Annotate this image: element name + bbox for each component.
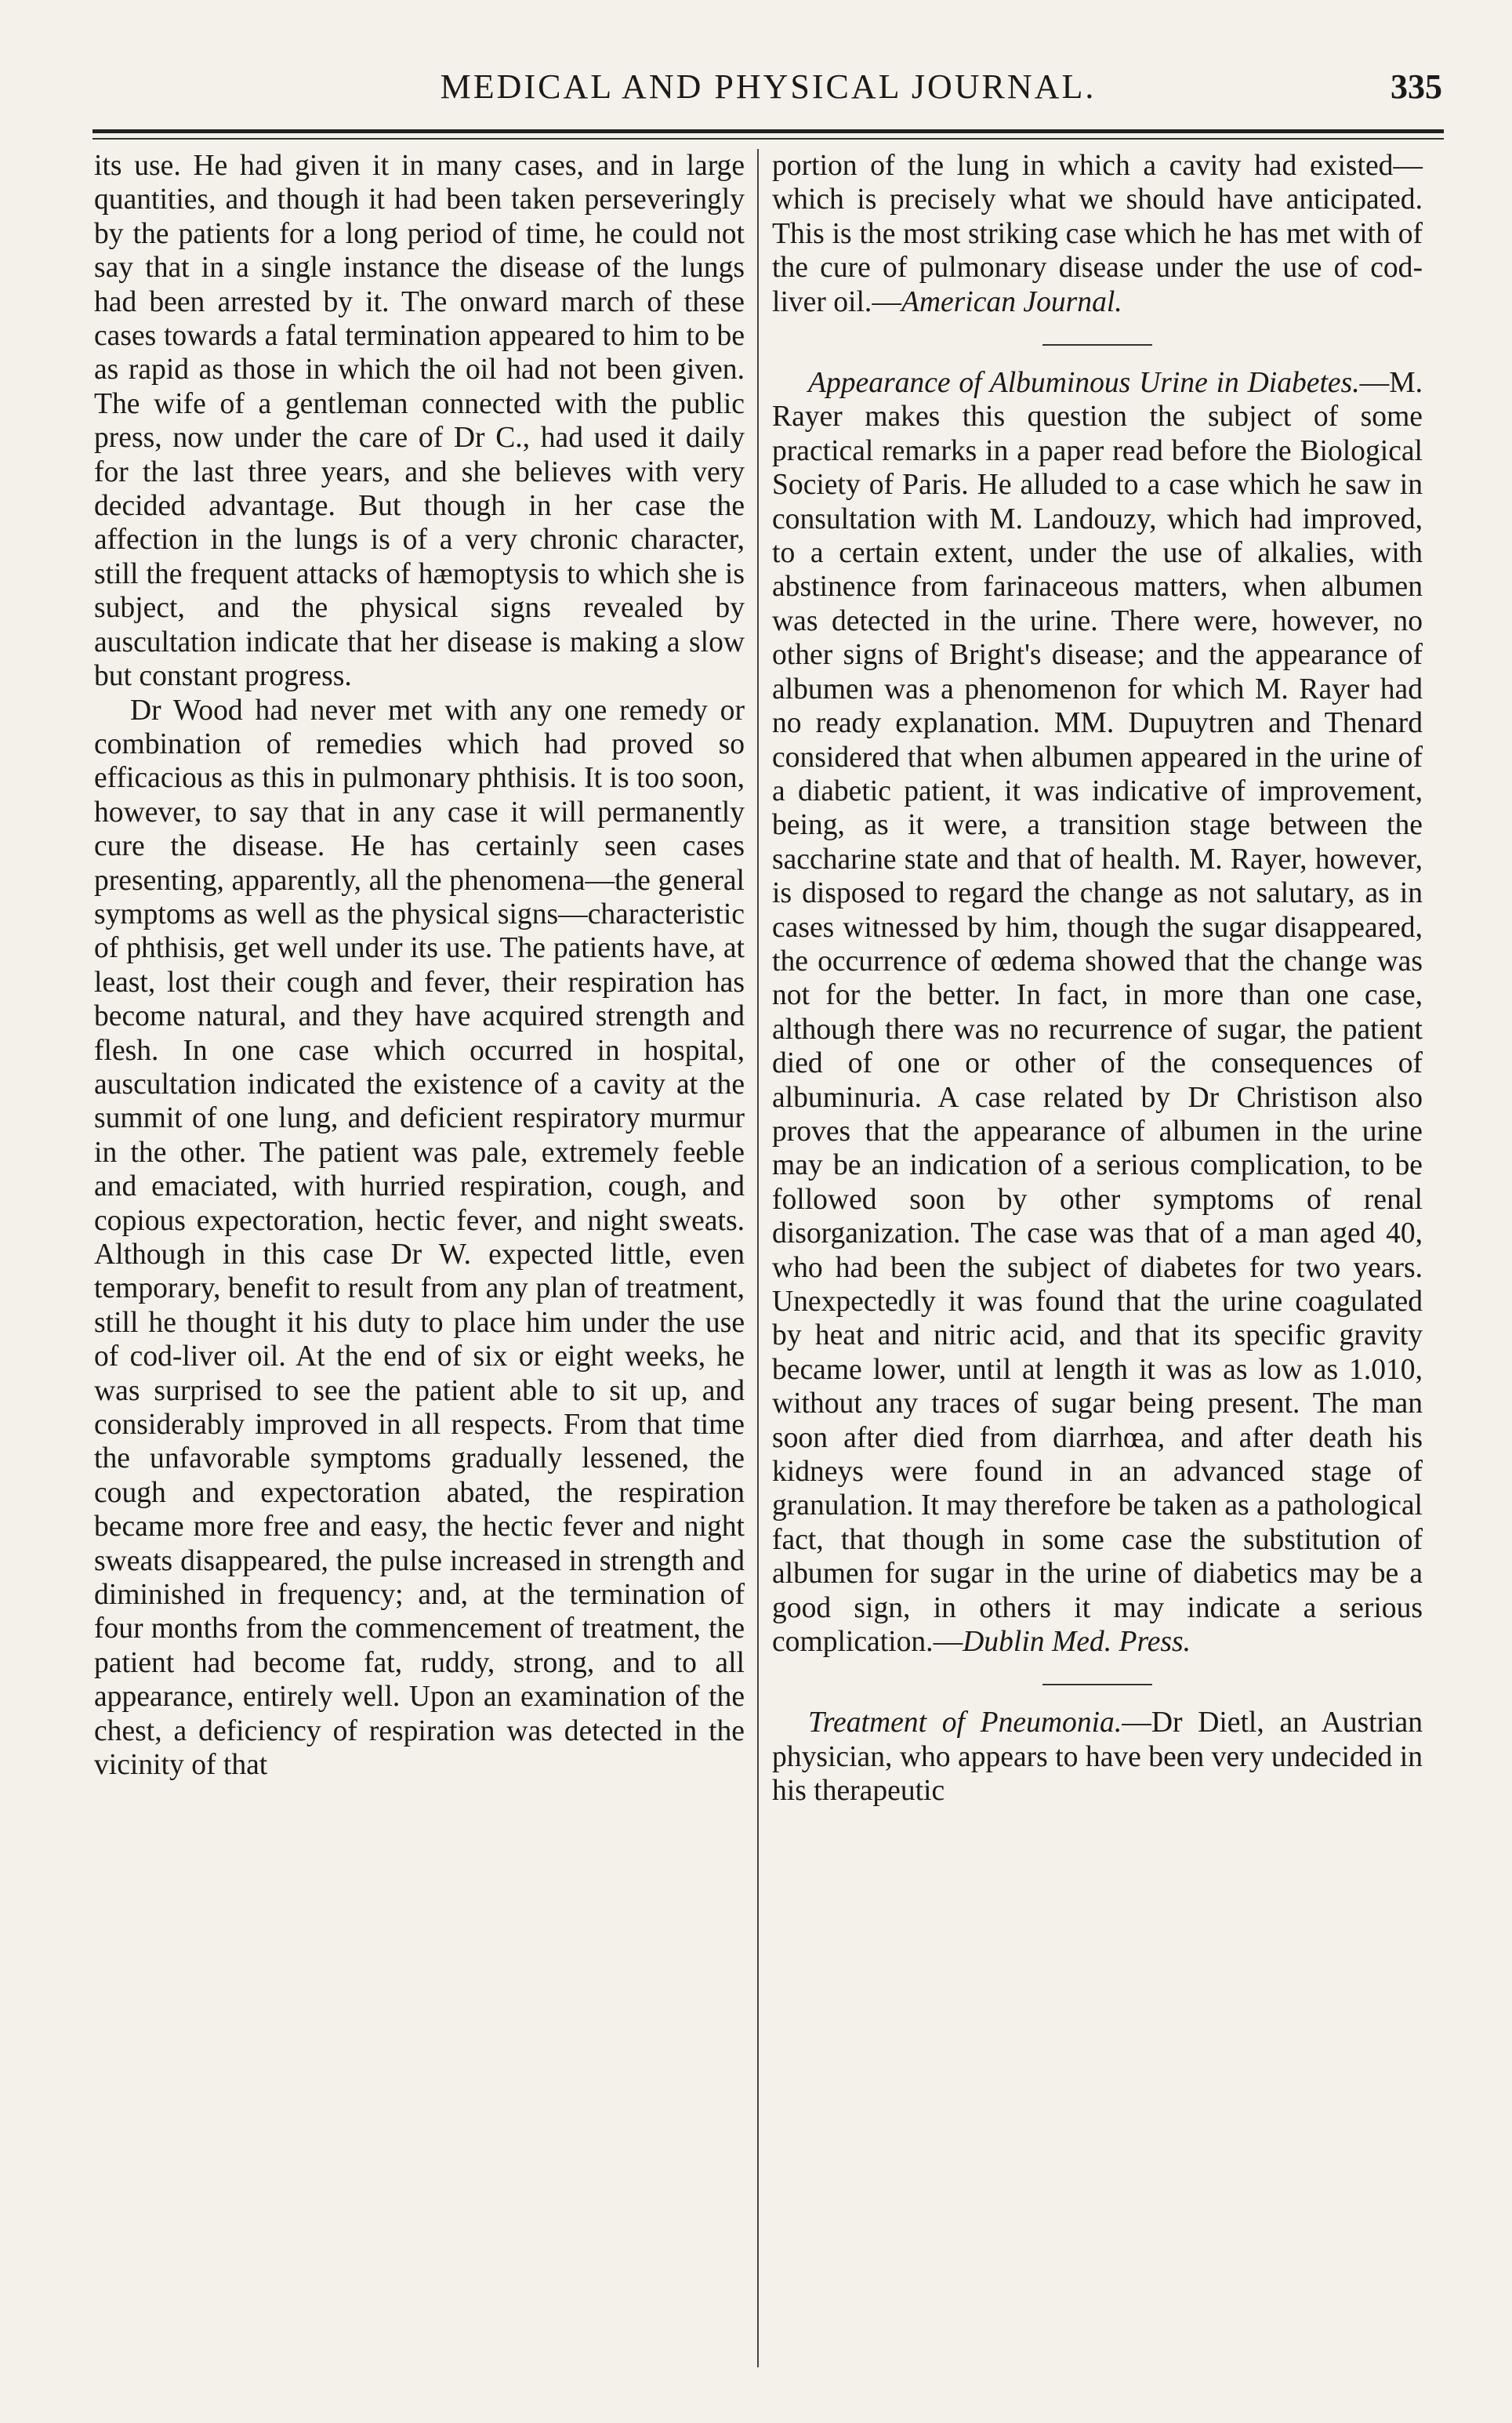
- article-source-albuminous-urine: Dublin Med. Press.: [963, 1626, 1191, 1659]
- running-title: MEDICAL AND PHYSICAL JOURNAL.: [440, 67, 1097, 106]
- article-pneumonia: [772, 1706, 1423, 1808]
- header-rule-thin: [92, 138, 1444, 140]
- right-column: [772, 149, 1423, 2375]
- left-paragraph-1: its use. He had given it in many cases, and in large quantities, and though it had been taken perseveringly by the patients for a long period of time, he could not say that in a single instance the disease of the lungs had been arrested by it. The onward march of these cases towards a fatal termination appeared to him to be as rapid as those in which the oil had not been given. The wife of a gentleman connected with the public press, now under the care of Dr C., had used it daily for the last three years, and she believes with very decided advantage. But though in her case the affection in the lungs is of a very chronic character, still the frequent attacks of hæmoptysis to which she is subject, and the physical signs revealed by auscultation indicate that her disease is making a slow but constant progress.: [94, 150, 745, 693]
- section-divider-1: [1042, 344, 1152, 346]
- article-body-pneumonia: —Dr Dietl, an Austrian physician, who appears to have been very undecided in his therapeutic: [772, 1707, 1423, 1808]
- page-header: [94, 67, 1442, 122]
- header-rule-thick: [92, 129, 1444, 133]
- article-title-pneumonia: Treatment of Pneumonia.: [808, 1707, 1122, 1739]
- continuation-text: portion of the lung in which a cavity had existed—which is precisely what we should have anticipated. This is the most striking case which he has met with of the cure of pulmonary disease under the use of cod-liver oil.: [772, 150, 1423, 318]
- continuation-source: American Journal.: [901, 285, 1122, 318]
- left-column: [94, 149, 745, 2375]
- page-number: 335: [1391, 67, 1442, 106]
- article-albuminous-urine: [772, 366, 1423, 1659]
- left-paragraph-2: Dr Wood had never met with any one remedy or combination of remedies which had proved so efficacious as this in pulmonary phthisis. It is too soon, however, to say that in any case it will permanently cure the disease. He has certainly seen cases presenting, apparently, all the phenomena—the general symptoms as well as the physical signs—characteristic of phthisis, get well under its use. The patients have, at least, lost their cough and fever, their respiration has become natural, and they have acquired strength and flesh. In one case which occurred in hospital, auscultation indicated the existence of a cavity at the summit of one lung, and deficient respiratory murmur in the other. The patient was pale, extremely feeble and emaciated, with hurried respiration, cough, and copious expectoration, hectic fever, and night sweats. Although in this case Dr W. expected little, even temporary, benefit to result from any plan of treatment, still he thought it his duty to place him under the use of cod-liver oil. At the end of six or eight weeks, he was surprised to see the patient able to sit up, and considerably improved in all respects. From that time the unfavorable symptoms gradually lessened, the cough and expectoration abated, the respiration became more free and easy, the hectic fever and night sweats disappeared, the pulse increased in strength and diminished in frequency; and, at the termination of four months from the commencement of treatment, the patient had become fat, ruddy, strong, and to all appearance, entirely well. Upon an examination of the chest, a deficiency of respiration was detected in the vicinity of that: [94, 694, 745, 1782]
- section-divider-2: [1042, 1684, 1152, 1685]
- column-divider: [757, 149, 759, 2367]
- continuation-paragraph: portion of the lung in which a cavity had existed—which is precisely what we should have anticipated. This is the most striking case which he has met with of the cure of pulmonary disease under the use of cod-liver oil.—American Journal.: [772, 150, 1423, 318]
- article-title-albuminous-urine: Appearance of Albuminous Urine in Diabetes.: [808, 367, 1360, 400]
- article-body-albuminous-urine: —M. Rayer makes this question the subject of some practical remarks in a paper read before the Biological Society of Paris. He alluded to a case which he saw in consultation with M. Landouzy, which had improved, to a certain extent, under the use of alkalies, with abstinence from farinaceous matters, when albumen was detected in the urine. There were, however, no other signs of Bright's disease; and the appearance of albumen was a phenomenon for which M. Rayer had no ready explanation. MM. Dupuytren and Thenard considered that when albumen appeared in the urine of a diabetic patient, it was indicative of improvement, being, as it were, a transition stage between the saccharine state and that of health. M. Rayer, however, is disposed to regard the change as not salutary, as in cases witnessed by him, though the sugar disappeared, the occurrence of œdema showed that the change was not for the better. In fact, in more than one case, although there was no recurrence of sugar, the patient died of one or other of the consequences of albuminuria. A case related by Dr Christison also proves that the appearance of albumen in the urine may be an indication of a serious complication, to be followed soon by other symptoms of renal disorganization. The case was that of a man aged 40, who had been the subject of diabetes for two years. Unexpectedly it was found that the urine coagulated by heat and nitric acid, and that its specific gravity became lower, until at length it was as low as 1.010, without any traces of sugar being present. The man soon after died from diarrhœa, and after death his kidneys were found in an advanced stage of granulation. It may therefore be taken as a pathological fact, that though in some case the substitution of albumen for sugar in the urine of diabetics may be a good sign, in others it may indicate a serious complication.—: [772, 367, 1423, 1659]
